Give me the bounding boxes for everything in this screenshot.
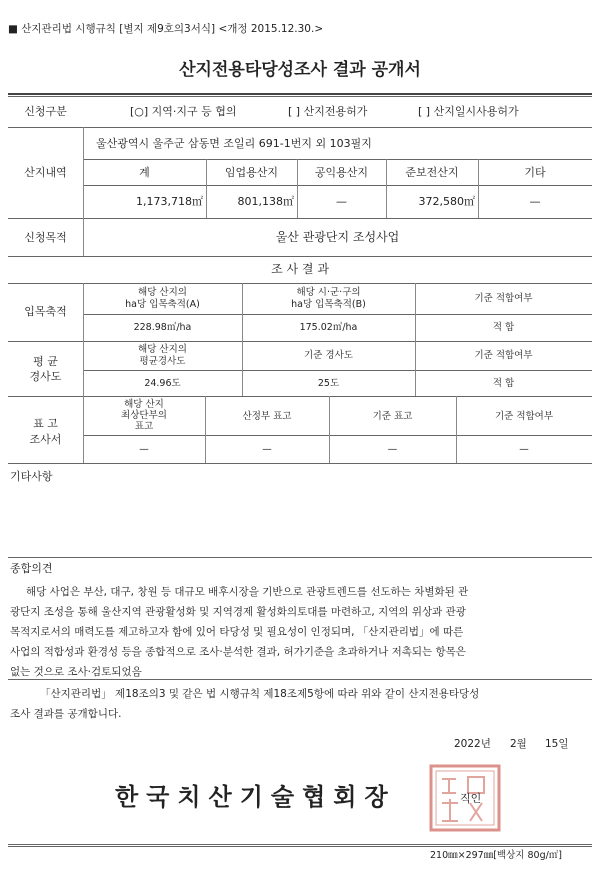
form-reference-note: ■ 산지관리법 시행규칙 [별지 제9호의3서식] <개정 2015.12.30.> bbox=[8, 23, 324, 35]
opinion-line: 사업의 적합성과 환경성 등을 종합적으로 조사·분석한 결과, 허가기준을 초과하거나 저촉되는 항목은 bbox=[10, 646, 466, 658]
stock-label: 입목축적 bbox=[24, 305, 67, 318]
slope-label-line2: 경사도 bbox=[29, 370, 62, 383]
stock-header-county-line1: 해당 시·군·구의 bbox=[296, 287, 361, 298]
row-divider bbox=[8, 557, 592, 558]
stock-header-site-line1: 해당 산지의 bbox=[138, 287, 187, 298]
row-divider bbox=[8, 396, 592, 397]
table-top-border-inner bbox=[8, 96, 592, 97]
elevation-value-site: — bbox=[139, 444, 149, 455]
date-day: 15일 bbox=[545, 738, 569, 750]
slope-label-line1: 평 균 bbox=[33, 355, 58, 368]
slope-header-site-line1: 해당 산지의 bbox=[138, 344, 187, 355]
elevation-value-summit: — bbox=[262, 444, 272, 455]
overall-opinion-label: 종합의견 bbox=[10, 562, 53, 575]
slope-value-standard: 25도 bbox=[317, 378, 340, 389]
opinion-line: 목적지로서의 매력도를 제고하고자 함에 있어 타당성 및 필요성이 인정되며, 「산지관리법」에 따른 bbox=[10, 626, 464, 638]
forest-header-other: 기타 bbox=[524, 166, 546, 179]
opinion-line: 해당 사업은 부산, 대구, 창원 등 대규모 배후시장을 기반으로 관광트렌드를 선도하는 차별화된 관 bbox=[26, 586, 469, 598]
table-bottom-border-double bbox=[8, 846, 592, 847]
row-divider bbox=[83, 185, 592, 186]
column-divider bbox=[83, 283, 84, 463]
elevation-value-compliance: — bbox=[519, 444, 529, 455]
paper-size-note: 210㎜×297㎜[백상지 80g/㎡] bbox=[430, 850, 563, 861]
elevation-header-summit: 산정부 표고 bbox=[242, 411, 292, 422]
row-divider bbox=[8, 341, 592, 342]
forest-header-semi-conservation: 준보전산지 bbox=[405, 166, 459, 179]
other-notes-label: 기타사항 bbox=[10, 470, 53, 483]
stock-header-compliance: 기준 적합여부 bbox=[474, 293, 533, 304]
elevation-header-compliance: 기준 적합여부 bbox=[494, 411, 554, 422]
slope-header-compliance: 기준 적합여부 bbox=[474, 350, 533, 361]
application-type-label: 신청구분 bbox=[24, 105, 67, 118]
notice-line1: 「산지관리법」 제18조의3 및 같은 법 시행규칙 제18조제5항에 따라 위와 같이 산지전용타당성 bbox=[40, 688, 480, 700]
forest-address: 울산광역시 울주군 삼동면 조일리 691-1번지 외 103필지 bbox=[96, 137, 372, 150]
elevation-value-standard: — bbox=[387, 444, 398, 455]
signer-name: 한국치산기술협회장 bbox=[115, 783, 396, 811]
application-option-temporary-use-permit[interactable]: [ ] 산지일시사용허가 bbox=[418, 105, 519, 118]
row-divider bbox=[83, 159, 592, 160]
row-divider bbox=[8, 283, 592, 284]
forest-header-total: 계 bbox=[139, 166, 150, 179]
purpose-label: 신청목적 bbox=[24, 231, 67, 244]
application-option-conversion-permit[interactable]: [ ] 산지전용허가 bbox=[288, 105, 368, 118]
elevation-header-standard: 기준 표고 bbox=[372, 411, 413, 422]
elevation-header-site-line1: 해당 산지 bbox=[124, 399, 164, 410]
row-divider bbox=[8, 127, 592, 128]
elevation-label-line2: 조사서 bbox=[29, 433, 62, 446]
forest-header-forestry: 임업용산지 bbox=[224, 166, 279, 179]
row-divider bbox=[83, 435, 592, 436]
forest-value-total: 1,173,718㎡ bbox=[136, 195, 203, 208]
page-title: 산지전용타당성조사 결과 공개서 bbox=[179, 60, 421, 80]
forest-value-semi-conservation: 372,580㎡ bbox=[418, 195, 475, 208]
date-year: 2022년 bbox=[454, 738, 491, 750]
forest-value-public: — bbox=[336, 195, 347, 208]
row-divider bbox=[8, 256, 592, 257]
row-divider bbox=[8, 218, 592, 219]
slope-header-site-line2: 평균경사도 bbox=[139, 356, 186, 367]
slope-value-site: 24.96도 bbox=[144, 378, 181, 389]
stock-header-site-line2: ha당 입목축적(A) bbox=[125, 299, 200, 310]
notice-line2: 조사 결과를 공개합니다. bbox=[10, 708, 122, 720]
application-option-consultation[interactable]: [○] 지역·지구 등 협의 bbox=[130, 105, 237, 118]
slope-header-standard: 기준 경사도 bbox=[304, 350, 353, 361]
results-title: 조 사 결 과 bbox=[271, 262, 329, 276]
row-divider bbox=[8, 463, 592, 464]
forest-details-label: 산지내역 bbox=[24, 166, 67, 179]
date-month: 2월 bbox=[510, 738, 527, 750]
opinion-line: 광단지 조성을 통해 울산지역 관광활성화 및 지역경제 활성화의토대를 마련하고, 지역의 위상과 관광 bbox=[10, 606, 466, 618]
slope-value-compliance: 적 합 bbox=[492, 378, 515, 389]
stock-value-county: 175.02㎥/ha bbox=[299, 322, 358, 333]
row-divider bbox=[83, 314, 592, 315]
stock-value-site: 228.98㎥/ha bbox=[133, 322, 192, 333]
row-divider bbox=[83, 370, 592, 371]
table-top-border bbox=[8, 93, 592, 95]
purpose-value: 울산 관광단지 조성사업 bbox=[275, 230, 400, 244]
forest-value-other: — bbox=[529, 195, 541, 208]
table-bottom-border bbox=[8, 844, 592, 845]
forest-header-public: 공익용산지 bbox=[314, 166, 369, 179]
seal-label: 직인 bbox=[460, 792, 482, 805]
elevation-header-site-line3: 표고 bbox=[134, 421, 154, 432]
forest-value-forestry: 801,138㎡ bbox=[237, 195, 294, 208]
elevation-label-line1: 표 고 bbox=[33, 417, 58, 430]
opinion-line: 없는 것으로 조사·검토되었음 bbox=[10, 666, 142, 678]
stock-header-county-line2: ha당 입목축적(B) bbox=[291, 299, 366, 310]
stock-value-compliance: 적 합 bbox=[492, 322, 515, 333]
elevation-header-site-line2: 최상단부의 bbox=[121, 410, 167, 421]
